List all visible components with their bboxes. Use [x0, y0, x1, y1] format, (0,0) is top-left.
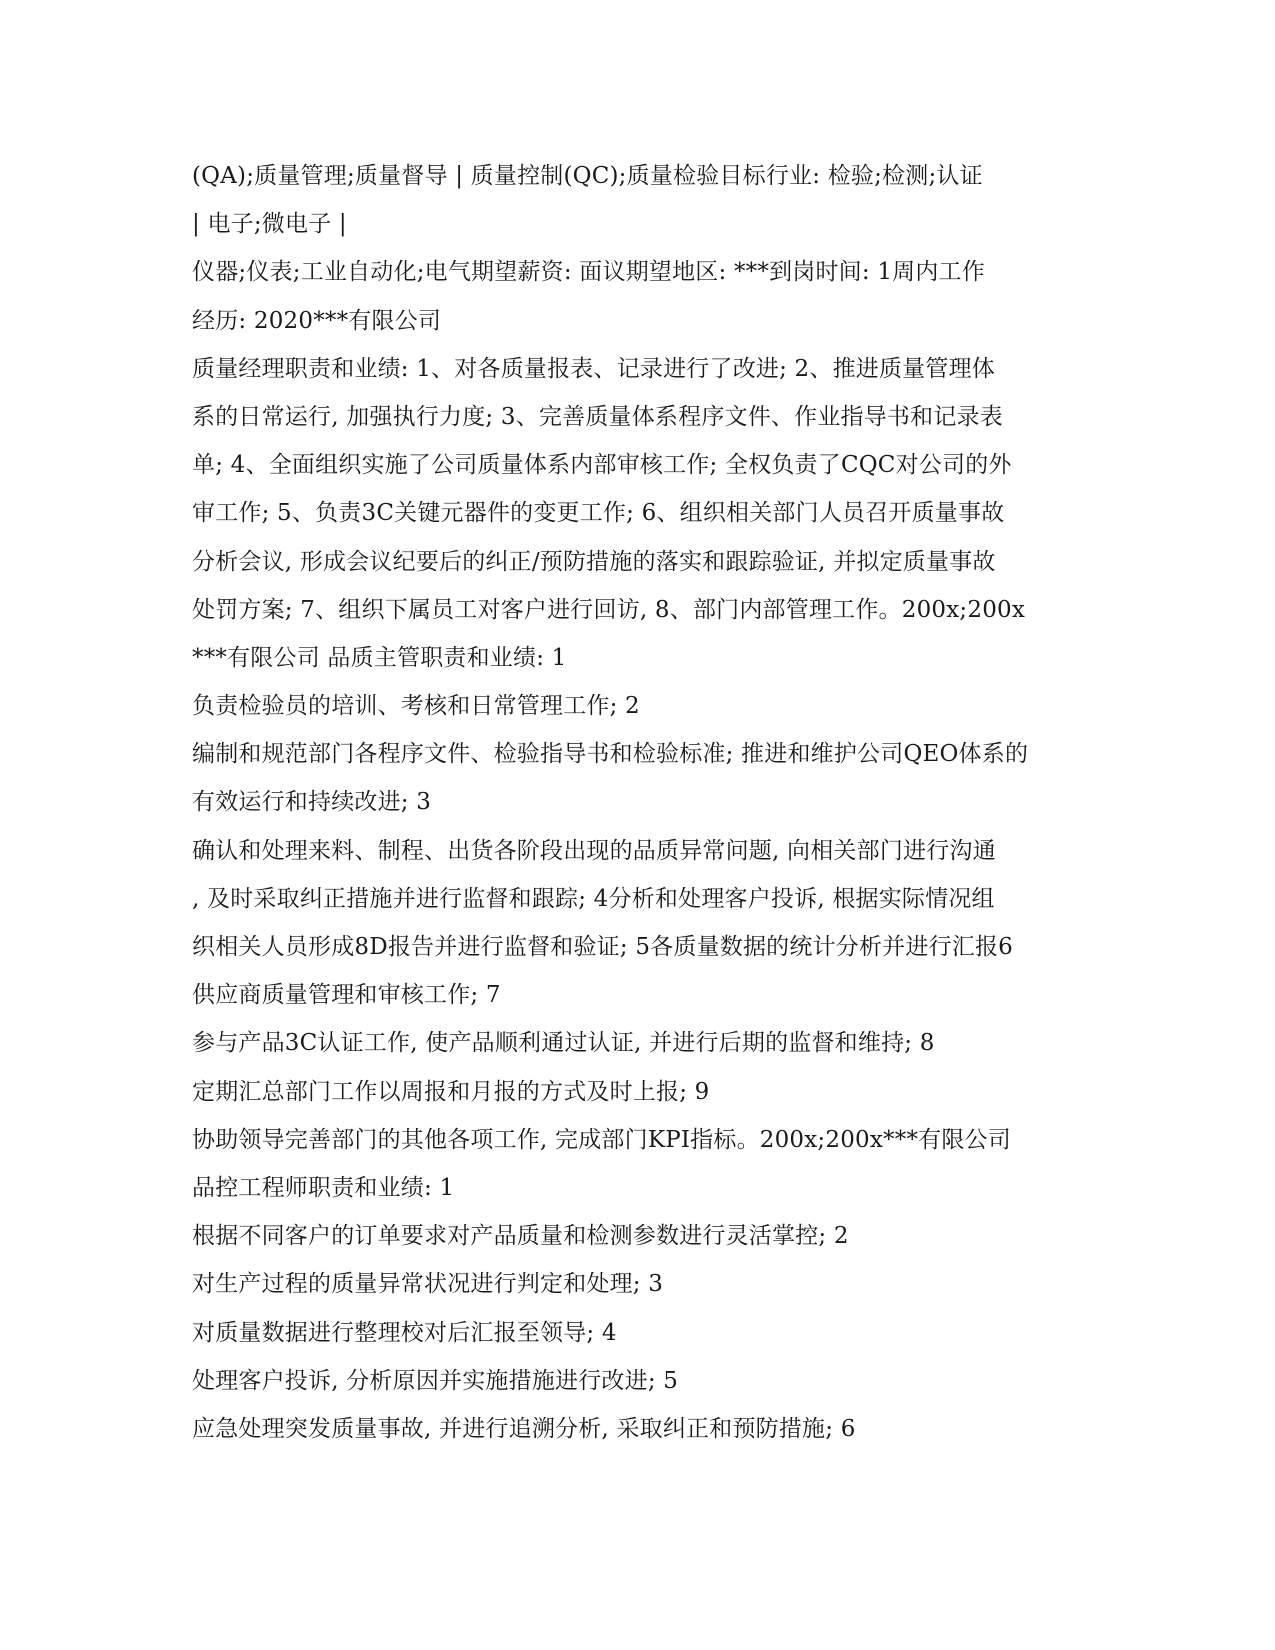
text-line: 经历: 2020***有限公司	[192, 307, 442, 334]
text-line: 系的日常运行, 加强执行力度; 3、完善质量体系程序文件、作业指导书和记录表	[192, 403, 1003, 430]
document-body	[192, 152, 1092, 1453]
text-line: ***有限公司 品质主管职责和业绩: 1	[192, 644, 567, 671]
text-line: 协助领导完善部门的其他各项工作, 完成部门KPI指标。200x;200x***有限公司	[192, 1126, 1011, 1153]
text-line: 处理客户投诉, 分析原因并实施措施进行改进; 5	[192, 1367, 679, 1394]
text-line: 参与产品3C认证工作, 使产品顺利通过认证, 并进行后期的监督和维持; 8	[192, 1030, 935, 1057]
text-line: , 及时采取纠正措施并进行监督和跟踪; 4分析和处理客户投诉, 根据实际情况组	[192, 885, 995, 912]
text-line: 对生产过程的质量异常状况进行判定和处理; 3	[192, 1271, 664, 1298]
text-line: 供应商质量管理和审核工作; 7	[192, 982, 501, 1009]
text-line: | 电子;微电子 |	[192, 211, 347, 238]
text-line: 仪器;仪表;工业自动化;电气期望薪资: 面议期望地区: ***到岗时间: 1周内工作	[192, 259, 985, 286]
text-line: 品控工程师职责和业绩: 1	[192, 1174, 455, 1201]
text-line: 负责检验员的培训、考核和日常管理工作; 2	[192, 693, 640, 720]
text-line: 有效运行和持续改进; 3	[192, 789, 432, 816]
text-line: 编制和规范部门各程序文件、检验指导书和检验标准; 推进和维护公司QEO体系的	[192, 741, 1029, 768]
text-line: 质量经理职责和业绩: 1、对各质量报表、记录进行了改进; 2、推进质量管理体	[192, 355, 995, 382]
text-line: 审工作; 5、负责3C关键元器件的变更工作; 6、组织相关部门人员召开质量事故	[192, 500, 1005, 527]
text-line: 织相关人员形成8D报告并进行监督和验证; 5各质量数据的统计分析并进行汇报6	[192, 934, 1014, 960]
text-line: (QA);质量管理;质量督导 | 质量控制(QC);质量检验目标行业: 检验;检测;认证	[192, 163, 983, 189]
text-line: 定期汇总部门工作以周报和月报的方式及时上报; 9	[192, 1078, 710, 1105]
text-line: 根据不同客户的订单要求对产品质量和检测参数进行灵活掌控; 2	[192, 1223, 849, 1250]
text-line: 分析会议, 形成会议纪要后的纠正/预防措施的落实和跟踪验证, 并拟定质量事故	[192, 548, 996, 575]
text-line: 单; 4、全面组织实施了公司质量体系内部审核工作; 全权负责了CQC对公司的外	[192, 452, 1012, 479]
text-line: 确认和处理来料、制程、出货各阶段出现的品质异常问题, 向相关部门进行沟通	[192, 837, 996, 864]
text-line: 应急处理突发质量事故, 并进行追溯分析, 采取纠正和预防措施; 6	[192, 1415, 856, 1442]
text-line: 对质量数据进行整理校对后汇报至领导; 4	[192, 1319, 617, 1346]
text-line: 处罚方案; 7、组织下属员工对客户进行回访, 8、部门内部管理工作。200x;200x	[192, 596, 1026, 623]
